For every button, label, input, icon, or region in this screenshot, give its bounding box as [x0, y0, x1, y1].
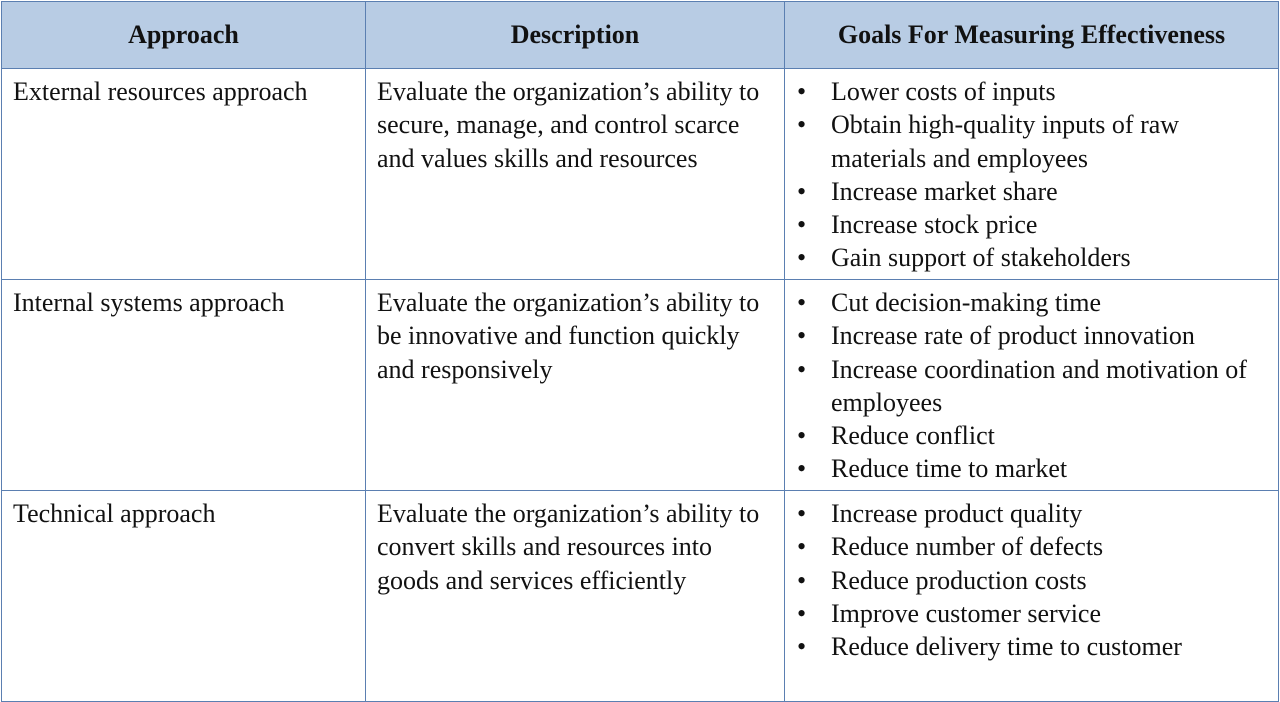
- goal-item: [797, 630, 1268, 663]
- bullet-icon: •: [797, 210, 807, 240]
- goal-text: Cut decision-making time: [831, 288, 1102, 317]
- effectiveness-approaches-table: [1, 1, 1279, 702]
- goal-text: Reduce conflict: [831, 421, 995, 451]
- goal-text: Increase stock price: [831, 210, 1038, 240]
- goal-item: [797, 241, 1268, 274]
- goal-text: Increase rate of product innovation: [831, 321, 1195, 351]
- header-approach: Approach: [2, 2, 366, 69]
- description-cell: Evaluate the organization’s ability to secure, manage, and control scarce and values skills and resources: [366, 69, 785, 280]
- goal-item: [797, 452, 1268, 485]
- goal-text: Gain support of stakeholders: [831, 243, 1131, 273]
- table-row: [2, 280, 1279, 491]
- bullet-icon: •: [797, 499, 807, 528]
- goal-item: [797, 497, 1268, 530]
- goals-cell: [785, 491, 1279, 702]
- bullet-icon: •: [797, 421, 807, 451]
- goal-item: [797, 419, 1268, 452]
- goal-text: Reduce number of defects: [831, 532, 1104, 562]
- goal-item: [797, 286, 1268, 319]
- goal-text: Increase coordination and motivation of employees: [831, 354, 1247, 417]
- table-row: [2, 491, 1279, 702]
- goal-text: Reduce time to market: [831, 454, 1068, 484]
- goals-cell: [785, 280, 1279, 491]
- bullet-icon: •: [797, 288, 807, 317]
- goal-item: [797, 75, 1268, 108]
- goal-item: [797, 319, 1268, 352]
- goal-item: [797, 564, 1268, 597]
- goal-item: [797, 208, 1268, 241]
- description-cell: Evaluate the organization’s ability to convert skills and resources into goods and services efficiently: [366, 491, 785, 702]
- goal-item: [797, 108, 1268, 175]
- approach-cell: External resources approach: [2, 69, 366, 280]
- bullet-icon: •: [797, 532, 807, 562]
- bullet-icon: •: [797, 321, 807, 351]
- bullet-icon: •: [797, 632, 807, 662]
- goal-text: Increase product quality: [831, 499, 1083, 528]
- goal-text: Increase market share: [831, 176, 1058, 206]
- header-goals: Goals For Measuring Effectiveness: [785, 2, 1279, 69]
- approach-cell: Technical approach: [2, 491, 366, 702]
- goal-list: [797, 286, 1268, 486]
- header-row: [2, 2, 1279, 69]
- bullet-icon: •: [797, 565, 807, 595]
- goals-cell: [785, 69, 1279, 280]
- goal-text: Obtain high-quality inputs of raw materials and employees: [831, 110, 1180, 173]
- goal-text: Reduce delivery time to customer: [831, 632, 1182, 662]
- bullet-icon: •: [797, 243, 807, 273]
- goal-item: [797, 597, 1268, 630]
- approach-cell: Internal systems approach: [2, 280, 366, 491]
- bullet-icon: •: [797, 77, 807, 106]
- goal-text: Improve customer service: [831, 598, 1102, 628]
- header-description: Description: [366, 2, 785, 69]
- table-row: [2, 69, 1279, 280]
- description-cell: Evaluate the organization’s ability to be innovative and function quickly and responsively: [366, 280, 785, 491]
- bullet-icon: •: [797, 110, 807, 140]
- goal-item: [797, 353, 1268, 420]
- goal-item: [797, 175, 1268, 208]
- bullet-icon: •: [797, 454, 807, 484]
- goal-list: [797, 75, 1268, 275]
- bullet-icon: •: [797, 176, 807, 206]
- goal-item: [797, 530, 1268, 563]
- goal-text: Reduce production costs: [831, 565, 1087, 595]
- bullet-icon: •: [797, 354, 807, 384]
- goal-text: Lower costs of inputs: [831, 77, 1056, 106]
- goal-list: [797, 497, 1268, 663]
- bullet-icon: •: [797, 598, 807, 628]
